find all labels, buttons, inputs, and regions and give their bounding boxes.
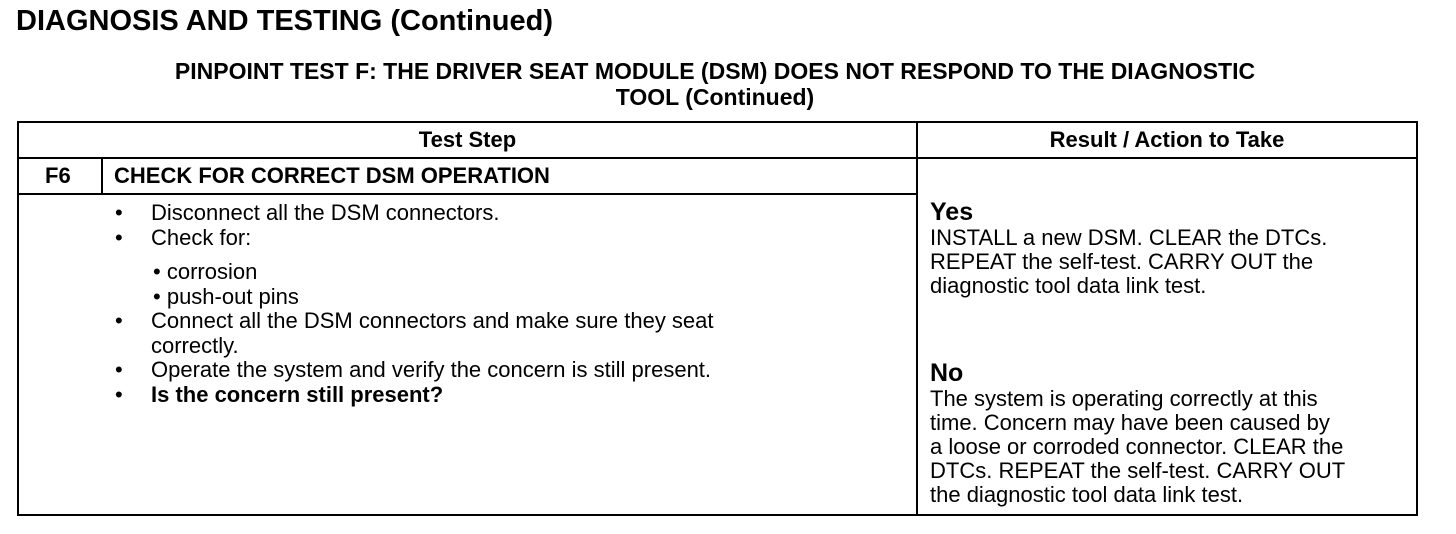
list-item: • Check for:: [115, 224, 252, 250]
bullet-icon: •: [115, 381, 123, 407]
result-yes-action: INSTALL a new DSM. CLEAR the DTCs. REPEAT the self-test. CARRY OUT the diagnostic tool data link test.: [930, 225, 1328, 298]
check-items: [153, 260, 714, 309]
bullet-icon: •: [153, 259, 161, 284]
check-item: • push-out pins: [153, 283, 299, 309]
bullet-icon: •: [115, 200, 123, 225]
list-item: • Disconnect all the DSM connectors.: [115, 200, 500, 225]
step-id-divider: [101, 157, 103, 195]
result-yes-label: Yes: [930, 198, 974, 226]
step-title: CHECK FOR CORRECT DSM OPERATION: [114, 163, 550, 188]
pinpoint-test-title-line-1: PINPOINT TEST F: THE DRIVER SEAT MODULE (DSM) DOES NOT RESPOND TO THE DIAGNOSTIC: [174, 58, 1256, 84]
list-item-continuation: correctly.: [151, 332, 239, 358]
step-id: F6: [45, 163, 71, 188]
check-item: • corrosion: [153, 259, 258, 284]
step-instructions: [115, 201, 714, 407]
result-no: [930, 360, 1345, 507]
header-divider: [19, 157, 1416, 159]
list-item-question: • Is the concern still present?: [115, 381, 444, 407]
column-header-result: Result / Action to Take: [1049, 127, 1285, 152]
step-title-divider: [19, 193, 916, 195]
result-yes: [930, 199, 1327, 298]
pinpoint-test-title: [20, 58, 1410, 110]
column-divider: [916, 123, 918, 514]
pinpoint-test-title-line-2: TOOL (Continued): [615, 84, 815, 110]
bullet-icon: •: [115, 357, 123, 382]
bullet-icon: •: [115, 224, 123, 250]
column-header-test-step: Test Step: [418, 127, 517, 152]
pinpoint-test-table: [17, 121, 1418, 516]
result-no-label: No: [930, 359, 964, 387]
list-item: • Operate the system and verify the concern is still present.: [115, 357, 712, 382]
bullet-icon: •: [153, 283, 161, 309]
result-no-action: The system is operating correctly at this time. Concern may have been caused by a loose or corroded connector. CLEAR the DTCs. REPEAT the self-test. CARRY OUT the diagnostic tool data link test.: [930, 386, 1346, 507]
list-item: • Connect all the DSM connectors and make sure they seat: [115, 308, 714, 333]
page-title: DIAGNOSIS AND TESTING (Continued): [16, 5, 554, 37]
bullet-icon: •: [115, 308, 123, 333]
